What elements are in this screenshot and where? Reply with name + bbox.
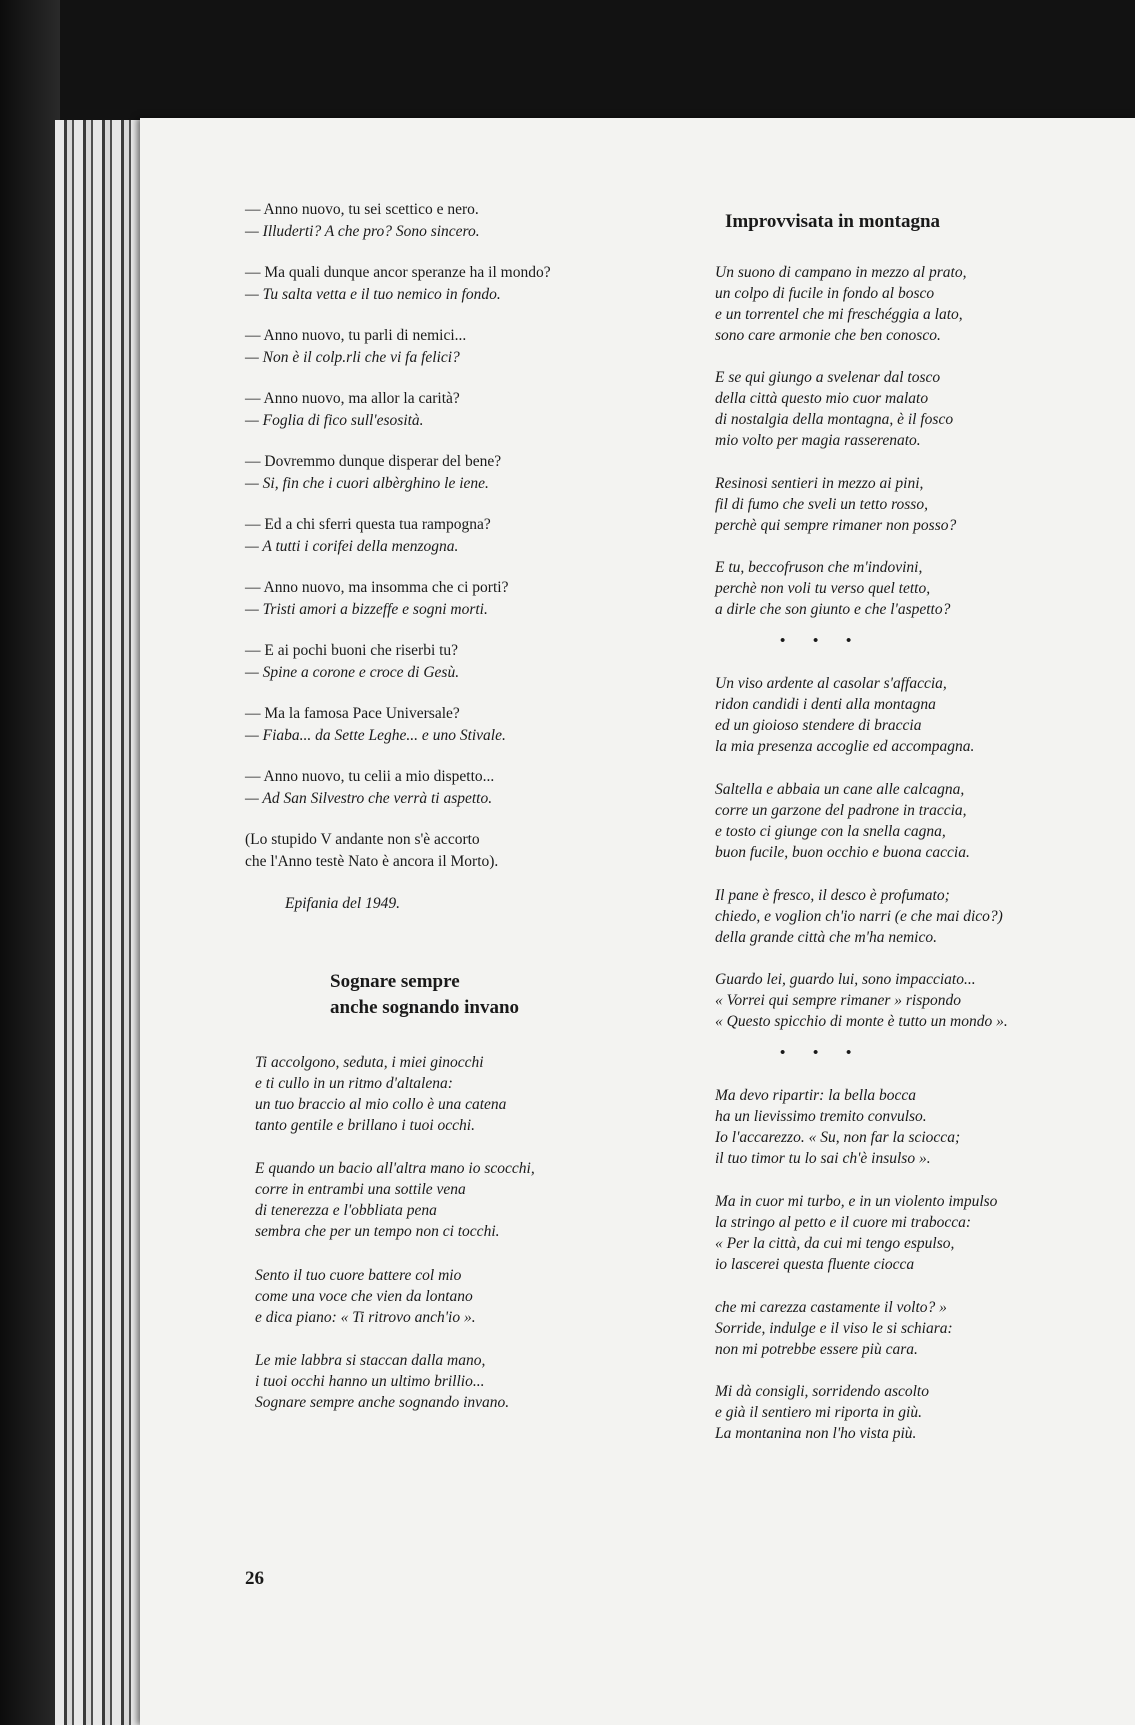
poem-line: e un torrentel che mi freschéggia a lato, [715, 306, 963, 323]
poem-line: e tosto ci giunge con la snella cagna, [715, 823, 946, 840]
poem-line: i tuoi occhi hanno un ultimo brillio... [255, 1373, 485, 1390]
poem-line: ed un gioioso stendere di braccia [715, 717, 922, 734]
poem-line: non mi potrebbe essere più cara. [715, 1341, 918, 1358]
dialogue-answer: — Fiaba... da Sette Leghe... e uno Stivale. [245, 727, 506, 744]
poem-line: perchè non voli tu verso quel tetto, [715, 580, 931, 597]
poem-line: Saltella e abbaia un cane alle calcagna, [715, 781, 965, 798]
poem-line: Sento il tuo cuore battere col mio [255, 1267, 462, 1284]
dialogue-question: — Ma quali dunque ancor speranze ha il mondo? [245, 264, 551, 281]
section-separator: • • • [780, 633, 864, 649]
poem-line: buon fucile, buon occhio e buona caccia. [715, 844, 970, 861]
poem-line: E se qui giungo a svelenar dal tosco [715, 369, 941, 386]
poem-line: sono care armonie che ben conosco. [715, 327, 941, 344]
dialogue-question: — Anno nuovo, ma insomma che ci porti? [245, 579, 509, 596]
dialogue-question: — Anno nuovo, tu parli di nemici... [245, 327, 467, 344]
dialogue-answer: — Ad San Silvestro che verrà ti aspetto. [245, 790, 493, 807]
poem-title: anche sognando invano [330, 997, 520, 1018]
poem-line: Guardo lei, guardo lui, sono impacciato... [715, 971, 976, 988]
poem-line: e ti cullo in un ritmo d'altalena: [255, 1075, 453, 1092]
dialogue-answer: — Illuderti? A che pro? Sono sincero. [245, 223, 480, 240]
poem-line: corre in entrambi una sottile vena [255, 1181, 466, 1198]
poem-line: di nostalgia della montagna, è il fosco [715, 411, 954, 428]
poem-line: « Per la città, da cui mi tengo espulso, [715, 1235, 955, 1252]
poem-line: Ma devo ripartir: la bella bocca [715, 1087, 917, 1104]
poem-line: a dirle che son giunto e che l'aspetto? [715, 601, 951, 618]
book-spine-shadow [0, 0, 60, 1725]
poem-line: io lascerei questa fluente ciocca [715, 1256, 915, 1273]
dialogue-answer: — Non è il colp.rli che vi fa felici? [245, 349, 460, 366]
dialogue-question: — Anno nuovo, tu sei scettico e nero. [245, 201, 479, 218]
poem-line: Il pane è fresco, il desco è profumato; [715, 887, 950, 904]
poem-line: ridon candidi i denti alla montagna [715, 696, 936, 713]
page-number: 26 [245, 1568, 264, 1589]
poem-line: E tu, beccofruson che m'indovini, [715, 559, 923, 576]
dateline: Epifania del 1949. [285, 895, 400, 912]
poem-line: perchè qui sempre rimaner non posso? [715, 517, 957, 534]
poem-line: ha un lievissimo tremito convulso. [715, 1108, 927, 1125]
dialogue-answer: — Si, fin che i cuori albèrghino le iene. [245, 475, 489, 492]
dialogue-question: — E ai pochi buoni che riserbi tu? [245, 642, 459, 659]
poem-line: un tuo braccio al mio collo è una catena [255, 1096, 507, 1113]
page-edges [55, 120, 150, 1725]
section-separator: • • • [780, 1045, 864, 1061]
book-page [140, 118, 1135, 1725]
poem-line: Le mie labbra si staccan dalla mano, [255, 1352, 486, 1369]
closing-note: che l'Anno testè Nato è ancora il Morto). [245, 853, 499, 870]
poem-line: la mia presenza accoglie ed accompagna. [715, 738, 975, 755]
poem-line: di tenerezza e l'obbliata pena [255, 1202, 437, 1219]
poem-line: La montanina non l'ho vista più. [715, 1425, 917, 1442]
poem-line: e già il sentiero mi riporta in giù. [715, 1404, 922, 1421]
poem-line: il tuo timor tu lo sai ch'è insulso ». [715, 1150, 931, 1167]
poem-line: Resinosi sentieri in mezzo ai pini, [715, 475, 924, 492]
dialogue-question: — Dovremmo dunque disperar del bene? [245, 453, 502, 470]
dialogue-question: — Anno nuovo, ma allor la carità? [245, 390, 460, 407]
poem-line: un colpo di fucile in fondo al bosco [715, 285, 935, 302]
poem-line: della città questo mio cuor malato [715, 390, 929, 407]
poem-line: Sorride, indulge e il viso le si schiara: [715, 1320, 953, 1337]
poem-line: della grande città che m'ha nemico. [715, 929, 937, 946]
poem-line: e dica piano: « Ti ritrovo anch'io ». [255, 1309, 476, 1326]
dialogue-answer: — A tutti i corifei della menzogna. [245, 538, 459, 555]
poem-title: Sognare sempre [330, 971, 460, 992]
dialogue-answer: — Tristi amori a bizzeffe e sogni morti. [245, 601, 488, 618]
dialogue-question: — Ma la famosa Pace Universale? [245, 705, 460, 722]
poem-title: Improvvisata in montagna [725, 211, 941, 232]
dialogue-answer: — Spine a corone e croce di Gesù. [245, 664, 460, 681]
poem-line: Un suono di campano in mezzo al prato, [715, 264, 967, 281]
dialogue-answer: — Tu salta vetta e il tuo nemico in fondo. [245, 286, 501, 303]
poem-line: « Questo spicchio di monte è tutto un mondo ». [715, 1013, 1008, 1030]
poem-line: mio volto per magia rasserenato. [715, 432, 921, 449]
dialogue-question: — Ed a chi sferri questa tua rampogna? [245, 516, 491, 533]
poem-line: Ti accolgono, seduta, i miei ginocchi [255, 1054, 484, 1071]
poem-line: che mi carezza castamente il volto? » [715, 1299, 947, 1316]
poem-line: tanto gentile e brillano i tuoi occhi. [255, 1117, 475, 1134]
poem-line: Un viso ardente al casolar s'affaccia, [715, 675, 947, 692]
poem-line: corre un garzone del padrone in traccia, [715, 802, 967, 819]
poem-line: E quando un bacio all'altra mano io scocchi, [255, 1160, 535, 1177]
closing-note: (Lo stupido V andante non s'è accorto [245, 831, 480, 848]
poem-line: come una voce che vien da lontano [255, 1288, 473, 1305]
poem-line: Io l'accarezzo. « Su, non far la sciocca; [715, 1129, 961, 1146]
dialogue-answer: — Foglia di fico sull'esosità. [245, 412, 424, 429]
poem-line: « Vorrei qui sempre rimaner » rispondo [715, 992, 961, 1009]
poem-line: la stringo al petto e il cuore mi trabocca: [715, 1214, 971, 1231]
poem-line: Mi dà consigli, sorridendo ascolto [715, 1383, 929, 1400]
dialogue-question: — Anno nuovo, tu celii a mio dispetto... [245, 768, 495, 785]
poem-line: sembra che per un tempo non ci tocchi. [255, 1223, 500, 1240]
poem-line: chiedo, e voglion ch'io narri (e che mai dico?) [715, 908, 1003, 925]
poem-line: Sognare sempre anche sognando invano. [255, 1394, 510, 1411]
poem-line: fil di fumo che sveli un tetto rosso, [715, 496, 928, 513]
poem-line: Ma in cuor mi turbo, e in un violento impulso [715, 1193, 998, 1210]
